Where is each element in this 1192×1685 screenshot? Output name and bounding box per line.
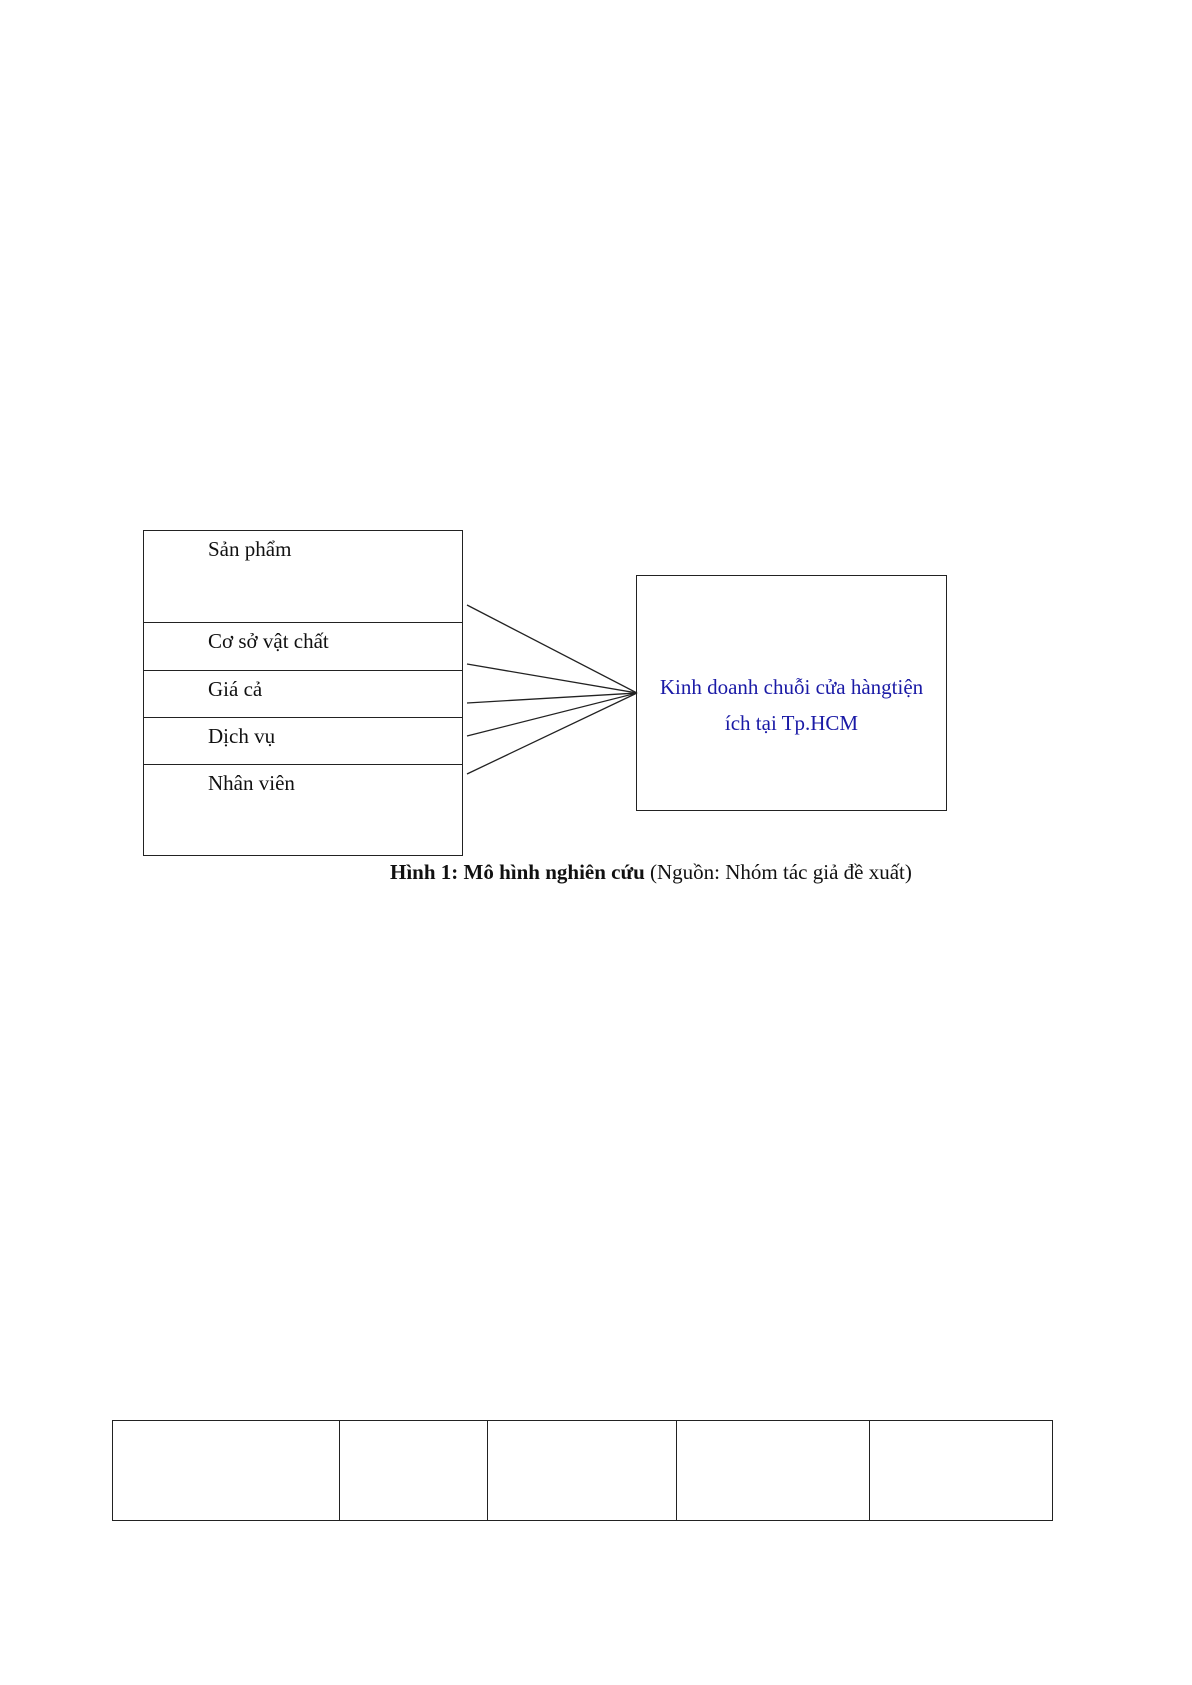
- caption-title: Hình 1: Mô hình nghiên cứu: [390, 860, 645, 884]
- table-row: [113, 1421, 1053, 1521]
- table-cell: [340, 1421, 488, 1521]
- factor-label: Giá cả: [208, 677, 263, 701]
- connector-line-dich-vu: [467, 693, 637, 736]
- outcome-label: [637, 669, 946, 741]
- factor-label: Dịch vụ: [208, 724, 276, 748]
- factor-label: Cơ sở vật chất: [208, 629, 329, 653]
- table-cell: [113, 1421, 340, 1521]
- outcome-box: [636, 575, 947, 811]
- outcome-label-line-1: Kinh doanh chuỗi cửa hàngtiện: [659, 675, 924, 699]
- factor-label: Nhân viên: [208, 771, 295, 795]
- caption-source: (Nguồn: Nhóm tác giả đề xuất): [644, 860, 912, 884]
- connector-line-gia-ca: [467, 693, 637, 703]
- table-cell: [870, 1421, 1053, 1521]
- figure-caption: [390, 860, 912, 885]
- factor-label: Sản phẩm: [208, 537, 292, 561]
- table-cell: [677, 1421, 870, 1521]
- outcome-label-line-2: ích tại Tp.HCM: [724, 711, 859, 735]
- connector-line-san-pham: [467, 605, 637, 693]
- connector-line-co-so-vat-chat: [467, 664, 637, 693]
- connector-line-nhan-vien: [467, 693, 637, 774]
- bottom-table: [112, 1420, 1053, 1521]
- table-cell: [488, 1421, 677, 1521]
